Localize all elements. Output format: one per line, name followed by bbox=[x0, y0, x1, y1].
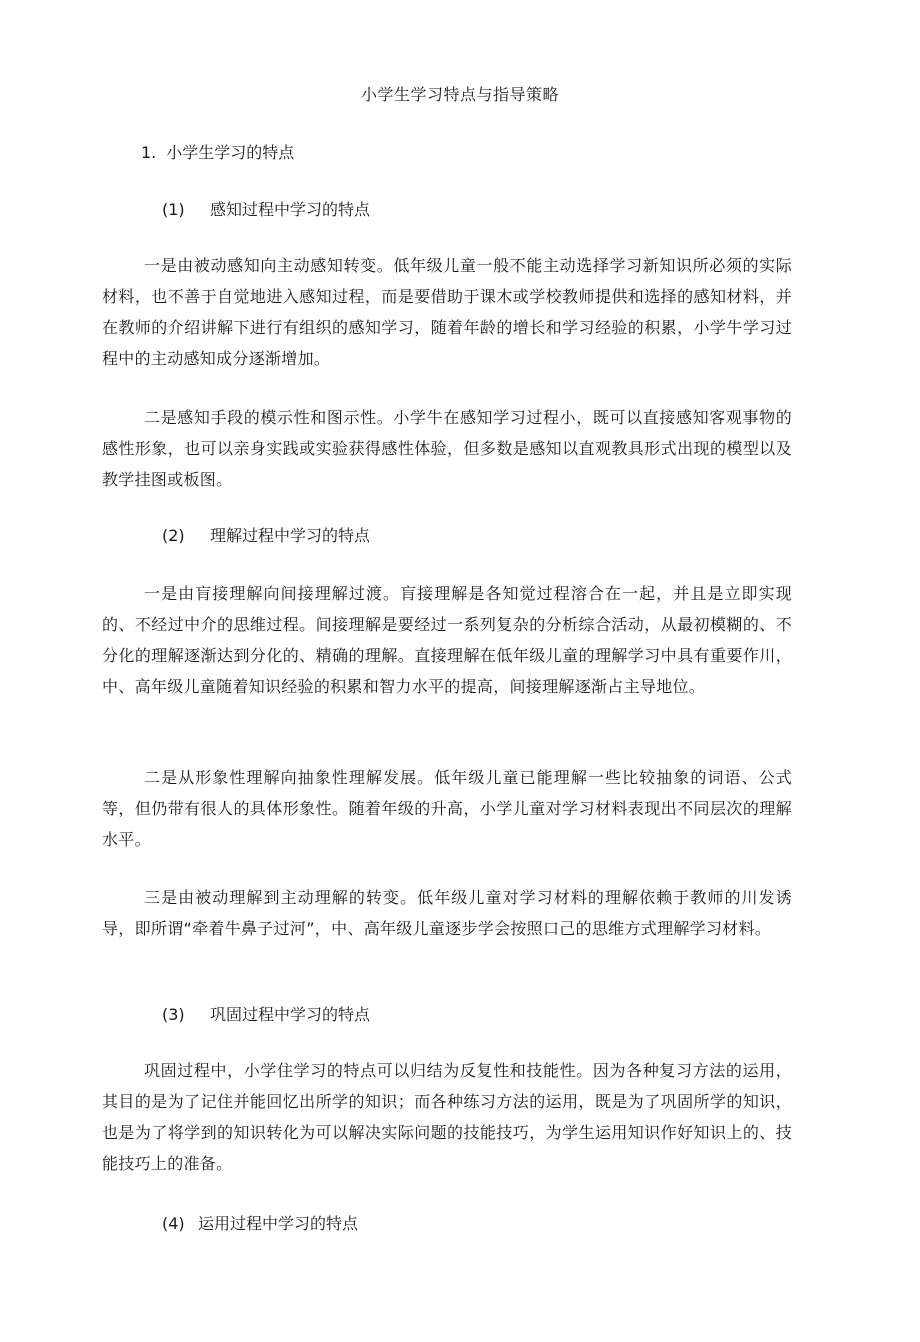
section-number: 1. bbox=[141, 143, 157, 162]
subsection-heading-3 bbox=[162, 1004, 370, 1026]
paragraph: 二是感知手段的模示性和图示性。小学牛在感知学习过程小，既可以直接感知客观事物的感性形象，也可以亲身实践或实验获得感性体验，但多数是感知以直观教具形式出现的模型以及教学挂图或板图。 bbox=[102, 408, 792, 489]
subsection-number: (1) bbox=[162, 200, 185, 219]
subsection-title: 理解过程中学习的特点 bbox=[210, 526, 371, 545]
paragraph: 一是由肓接理解向间接理解过渡。肓接理解是各知觉过程溶合在一起，并且是立即实现的、不经过中介的思维过程。间接理解是要经过一系列复杂的分析综合活动，从最初模糊的、不分化的理解逐渐达到分化的、精确的理解。直接理解在低年级儿童的理解学习中具有重要作川，中、高年级儿童随着知识经验的积累和智力水平的提高，间接理解逐渐占主导地位。 bbox=[102, 584, 792, 696]
paragraph: 二是从形象性理解向抽象性理解发展。低年级儿童已能理解一些比较抽象的词语、公式等，但仍带有很人的具体形象性。随着年级的升高，小学儿童对学习材料表现出不同层次的理解水平。 bbox=[102, 768, 792, 849]
subsection-number: (3) bbox=[162, 1005, 185, 1024]
subsection-heading-4 bbox=[162, 1213, 358, 1235]
subsection-heading-1 bbox=[162, 199, 370, 221]
subsection-title: 感知过程中学习的特点 bbox=[210, 200, 371, 219]
subsection-number: (4) bbox=[162, 1214, 185, 1233]
subsection-heading-2 bbox=[162, 525, 370, 547]
section-title: 小学生学习的特点 bbox=[166, 143, 295, 162]
subsection-title: 巩固过程中学习的特点 bbox=[210, 1005, 371, 1024]
section-heading bbox=[141, 142, 294, 164]
paragraph: 一是由被动感知向主动感知转变。低年级儿童一般不能主动选择学习新知识所必须的实际材料，也不善于自觉地进入感知过程，而是要借助于课木或学校教师提供和选择的感知材料，并在教师的介绍讲解下进行有组织的感知学习，随着年龄的增长和学习经验的积累，小学牛学习过程中的主动感知成分逐渐增加。 bbox=[102, 256, 792, 368]
subsection-number: (2) bbox=[162, 526, 185, 545]
subsection-title: 运用过程中学习的特点 bbox=[198, 1214, 359, 1233]
paragraph: 三是由被动理解到主动理解的转变。低年级儿童对学习材料的理解依赖于教师的川发诱导，即所谓“牵着牛鼻子过河”，中、高年级儿童逐步学会按照口己的思维方式理解学习材料。 bbox=[102, 888, 792, 938]
paragraph: 巩固过程中，小学住学习的特点可以归结为反复性和技能性。因为各种复习方法的运用，其目的是为了记住并能回忆出所学的知识；而各种练习方法的运用，既是为了巩固所学的知识，也是为了将学到的知识转化为可以解决实际问题的技能技巧，为学生运用知识作好知识上的、技能技巧上的准备。 bbox=[102, 1061, 792, 1173]
document-title: 小学生学习特点与指导策略 bbox=[360, 85, 559, 104]
